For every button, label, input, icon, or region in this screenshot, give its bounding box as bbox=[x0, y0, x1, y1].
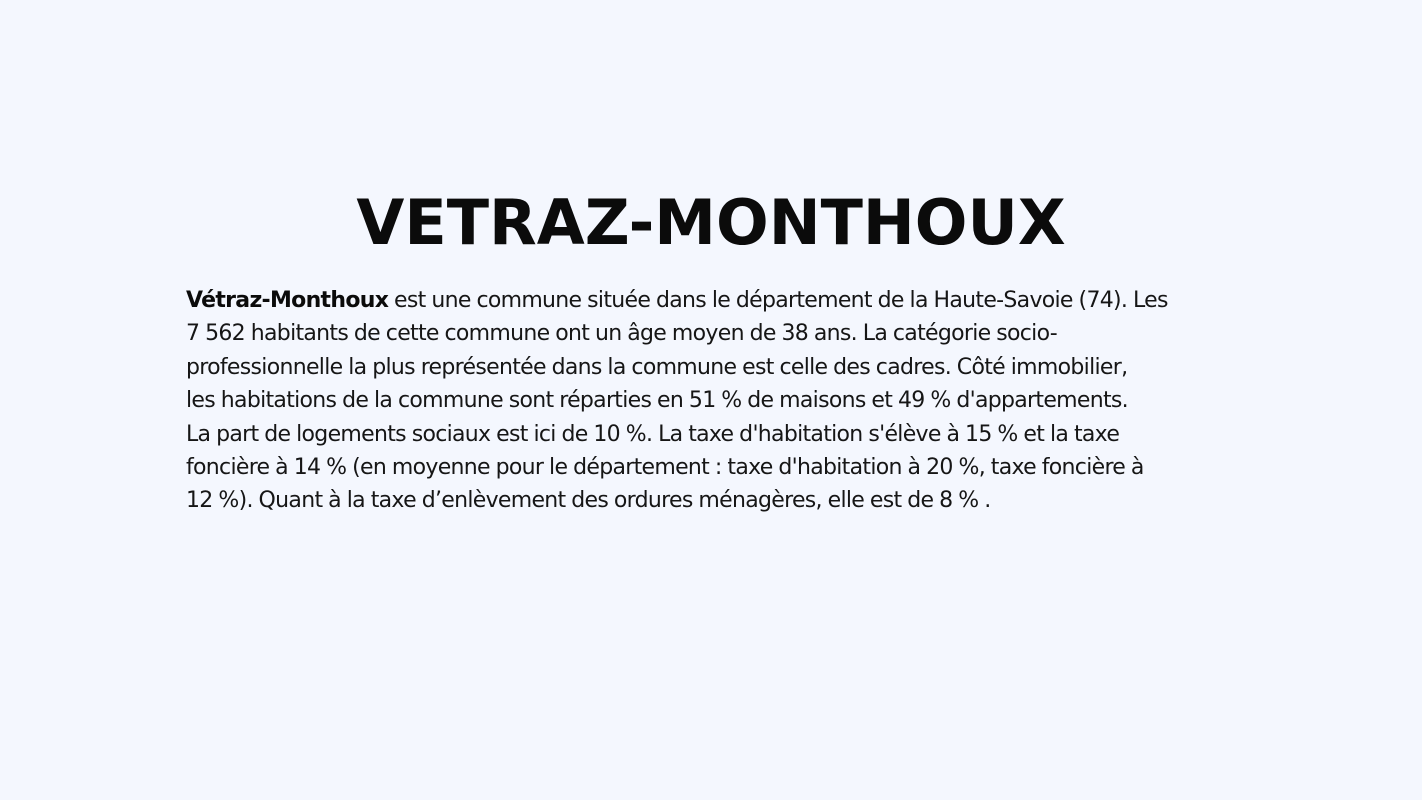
paragraph-line-1 bbox=[186, 284, 1236, 317]
commune-name: Vétraz-Monthoux bbox=[186, 288, 389, 313]
paragraph-line-5: La part de logements sociaux est ici de 10 %. La taxe d'habitation s'élève à 15 % et la taxe bbox=[186, 421, 1120, 447]
paragraph-line-6: foncière à 14 % (en moyenne pour le département : taxe d'habitation à 20 %, taxe foncière à bbox=[186, 455, 1144, 481]
paragraph-line-2: 7 562 habitants de cette commune ont un âge moyen de 38 ans. La catégorie socio- bbox=[186, 321, 1057, 347]
paragraph-line-7: 12 %). Quant à la taxe d’enlèvement des ordures ménagères, elle est de 8 % . bbox=[186, 488, 991, 514]
paragraph-line-1-text: est une commune située dans le département de la Haute-Savoie (74). Les bbox=[388, 288, 1168, 313]
page-title: VETRAZ-MONTHOUX bbox=[356, 186, 1066, 259]
paragraph-line-4: les habitations de la commune sont réparties en 51 % de maisons et 49 % d'appartements. bbox=[186, 388, 1128, 414]
paragraph-line-3: professionnelle la plus représentée dans la commune est celle des cadres. Côté immobilier, bbox=[186, 354, 1128, 380]
description-paragraph bbox=[186, 284, 1236, 518]
